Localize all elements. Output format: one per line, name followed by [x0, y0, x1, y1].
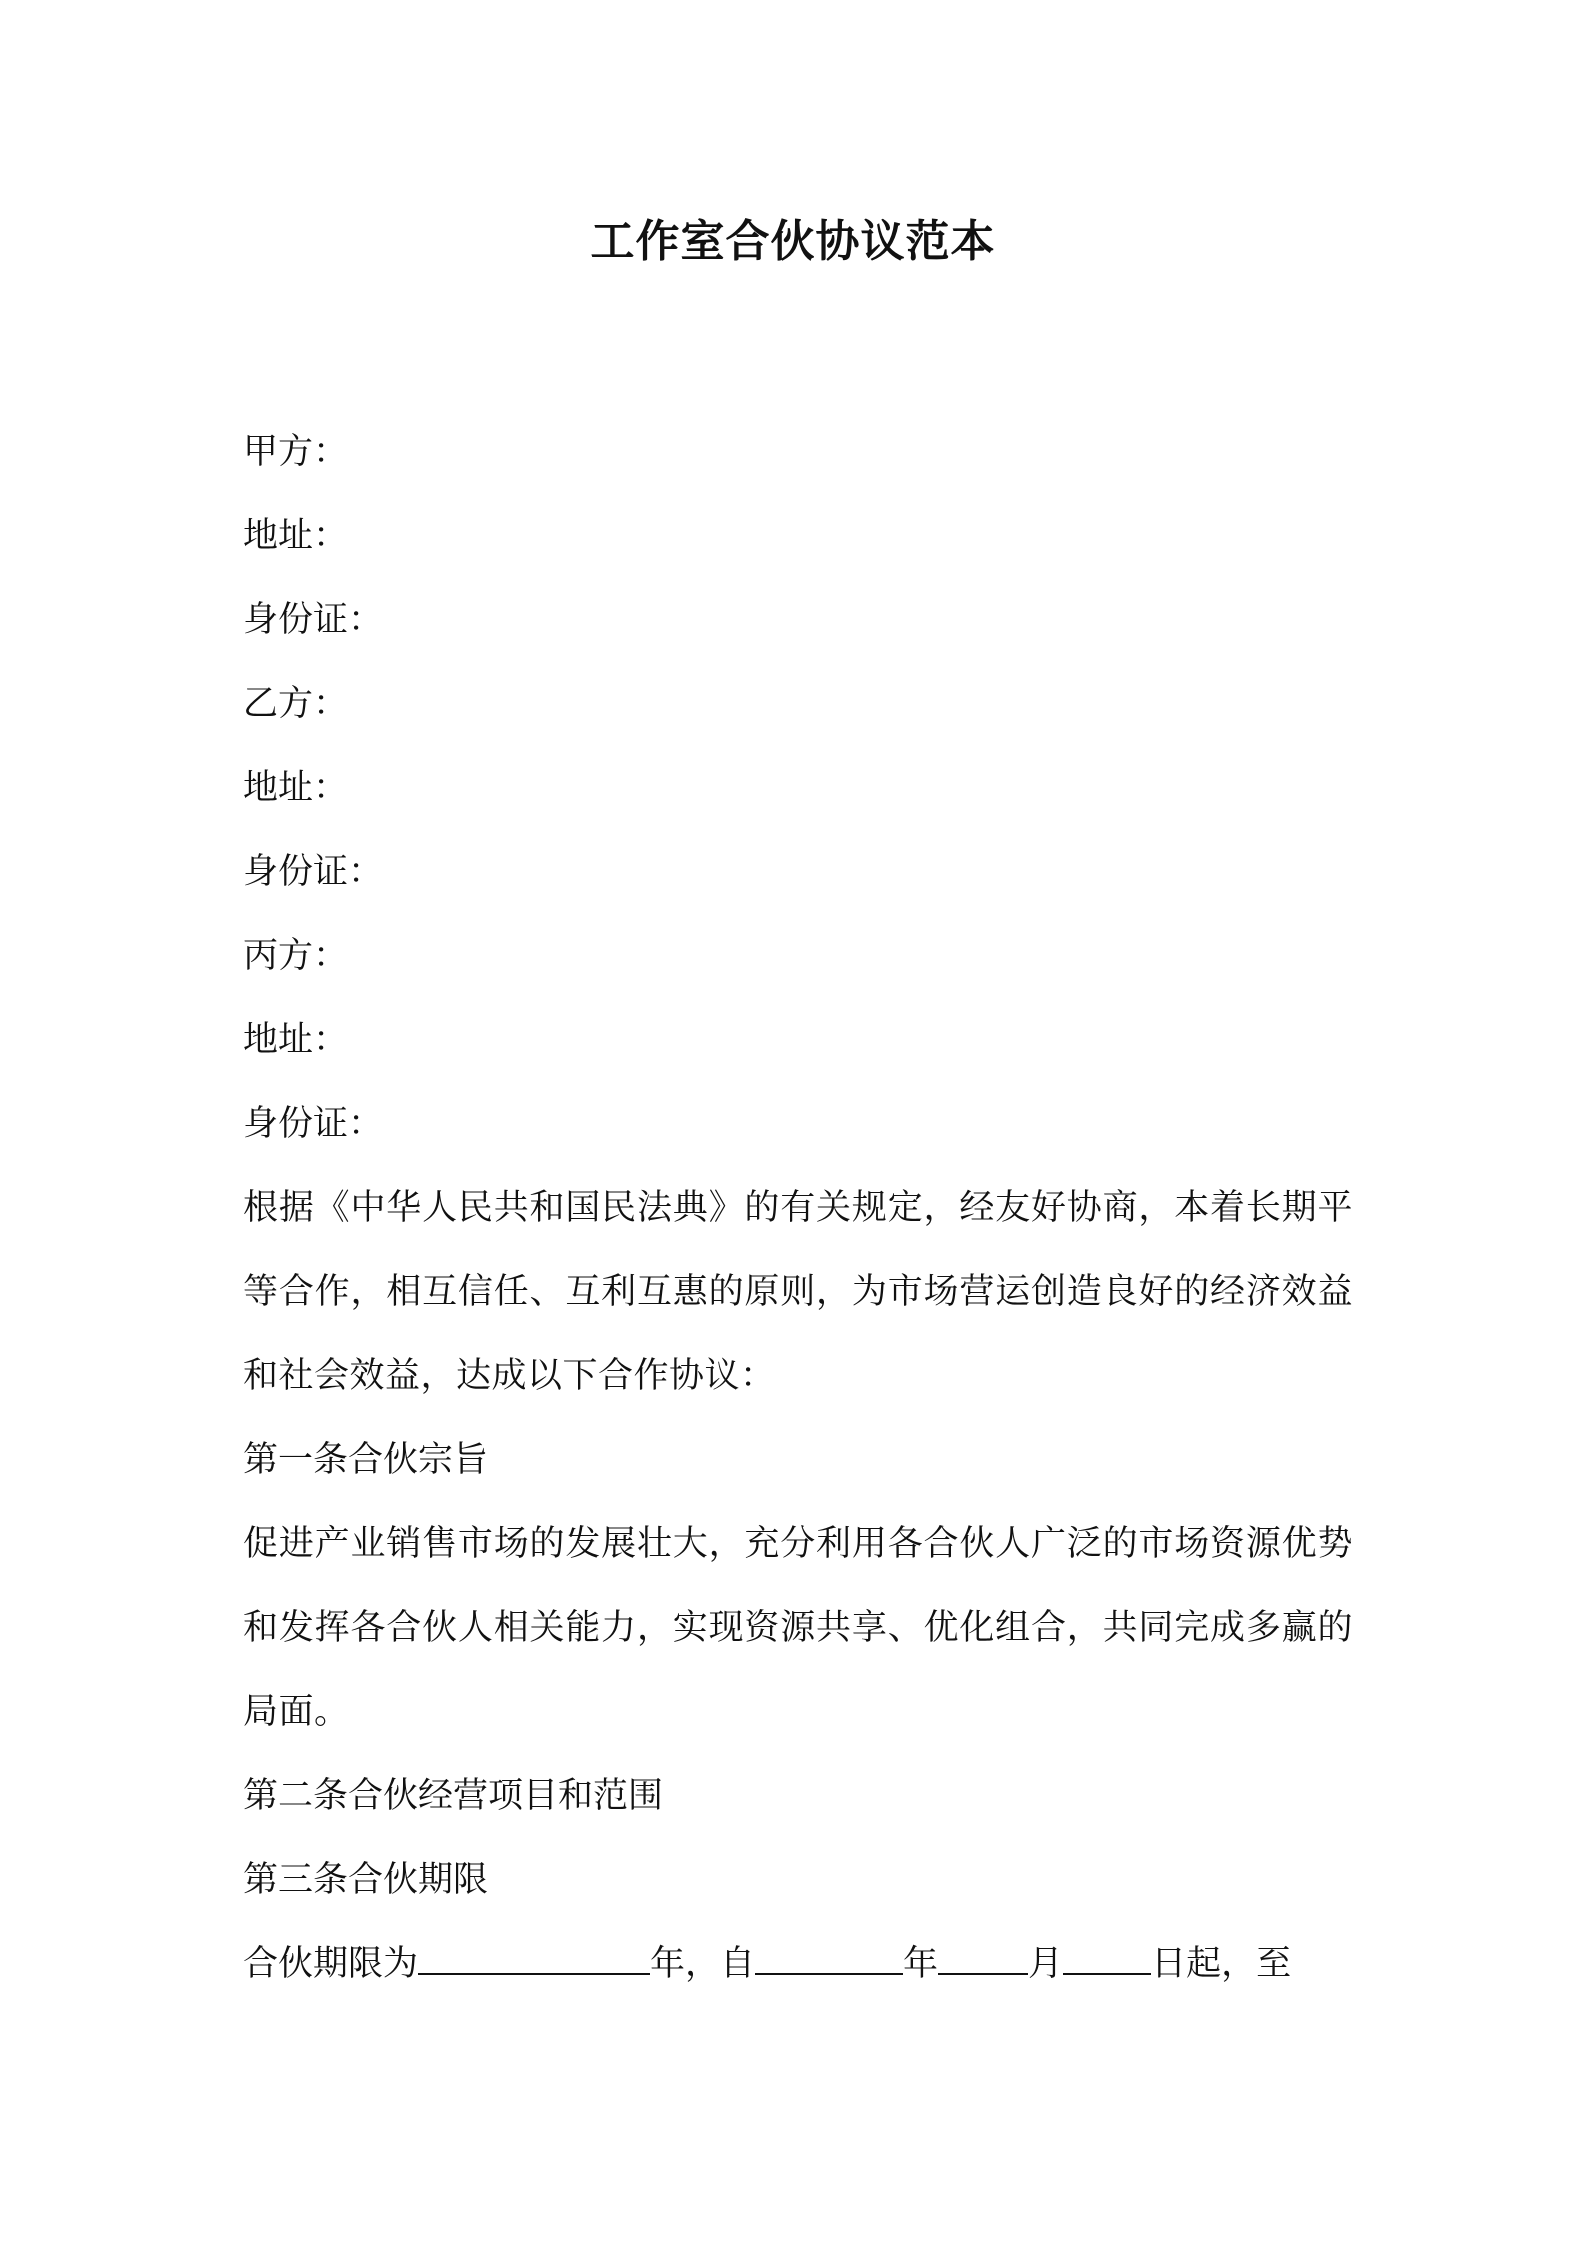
article-1-heading: 第一条合伙宗旨	[243, 1440, 489, 1480]
party-c-address: 地址：	[243, 1020, 349, 1060]
article-3-term-line	[243, 1922, 1353, 2006]
month-unit: 月	[1028, 1944, 1064, 1984]
term-years-unit: 年，自	[650, 1944, 756, 1984]
party-c-label: 丙方：	[243, 936, 349, 976]
party-a-label: 甲方：	[243, 432, 349, 472]
party-a-address: 地址：	[243, 516, 349, 556]
preamble-paragraph: 根据《中华人民共和国民法典》的有关规定，经友好协商，本着长期平等合作，相互信任、互利互惠的原则，为市场营运创造良好的经济效益和社会效益，达成以下合作协议：	[243, 1188, 1353, 1396]
article-1-body: 促进产业销售市场的发展壮大，充分利用各合伙人广泛的市场资源优势和发挥各合伙人相关能力，实现资源共享、优化组合，共同完成多赢的局面。	[243, 1524, 1353, 1732]
party-b-id-card: 身份证：	[243, 852, 384, 892]
year-unit: 年	[903, 1944, 939, 1984]
day-unit: 日起，至	[1151, 1944, 1292, 1984]
term-prefix: 合伙期限为	[243, 1944, 419, 1984]
start-month-blank	[938, 1943, 1028, 1975]
party-b-address: 地址：	[243, 768, 349, 808]
article-2-heading: 第二条合伙经营项目和范围	[243, 1776, 664, 1816]
start-year-blank	[755, 1943, 903, 1975]
term-years-blank	[418, 1943, 650, 1975]
document-title: 工作室合伙协议范本	[590, 216, 996, 267]
start-day-blank	[1063, 1943, 1151, 1975]
party-a-id-card: 身份证：	[243, 600, 384, 640]
party-c-id-card: 身份证：	[243, 1104, 384, 1144]
party-b-label: 乙方：	[243, 684, 349, 724]
article-3-heading: 第三条合伙期限	[243, 1860, 489, 1900]
document-body	[243, 410, 1353, 2006]
